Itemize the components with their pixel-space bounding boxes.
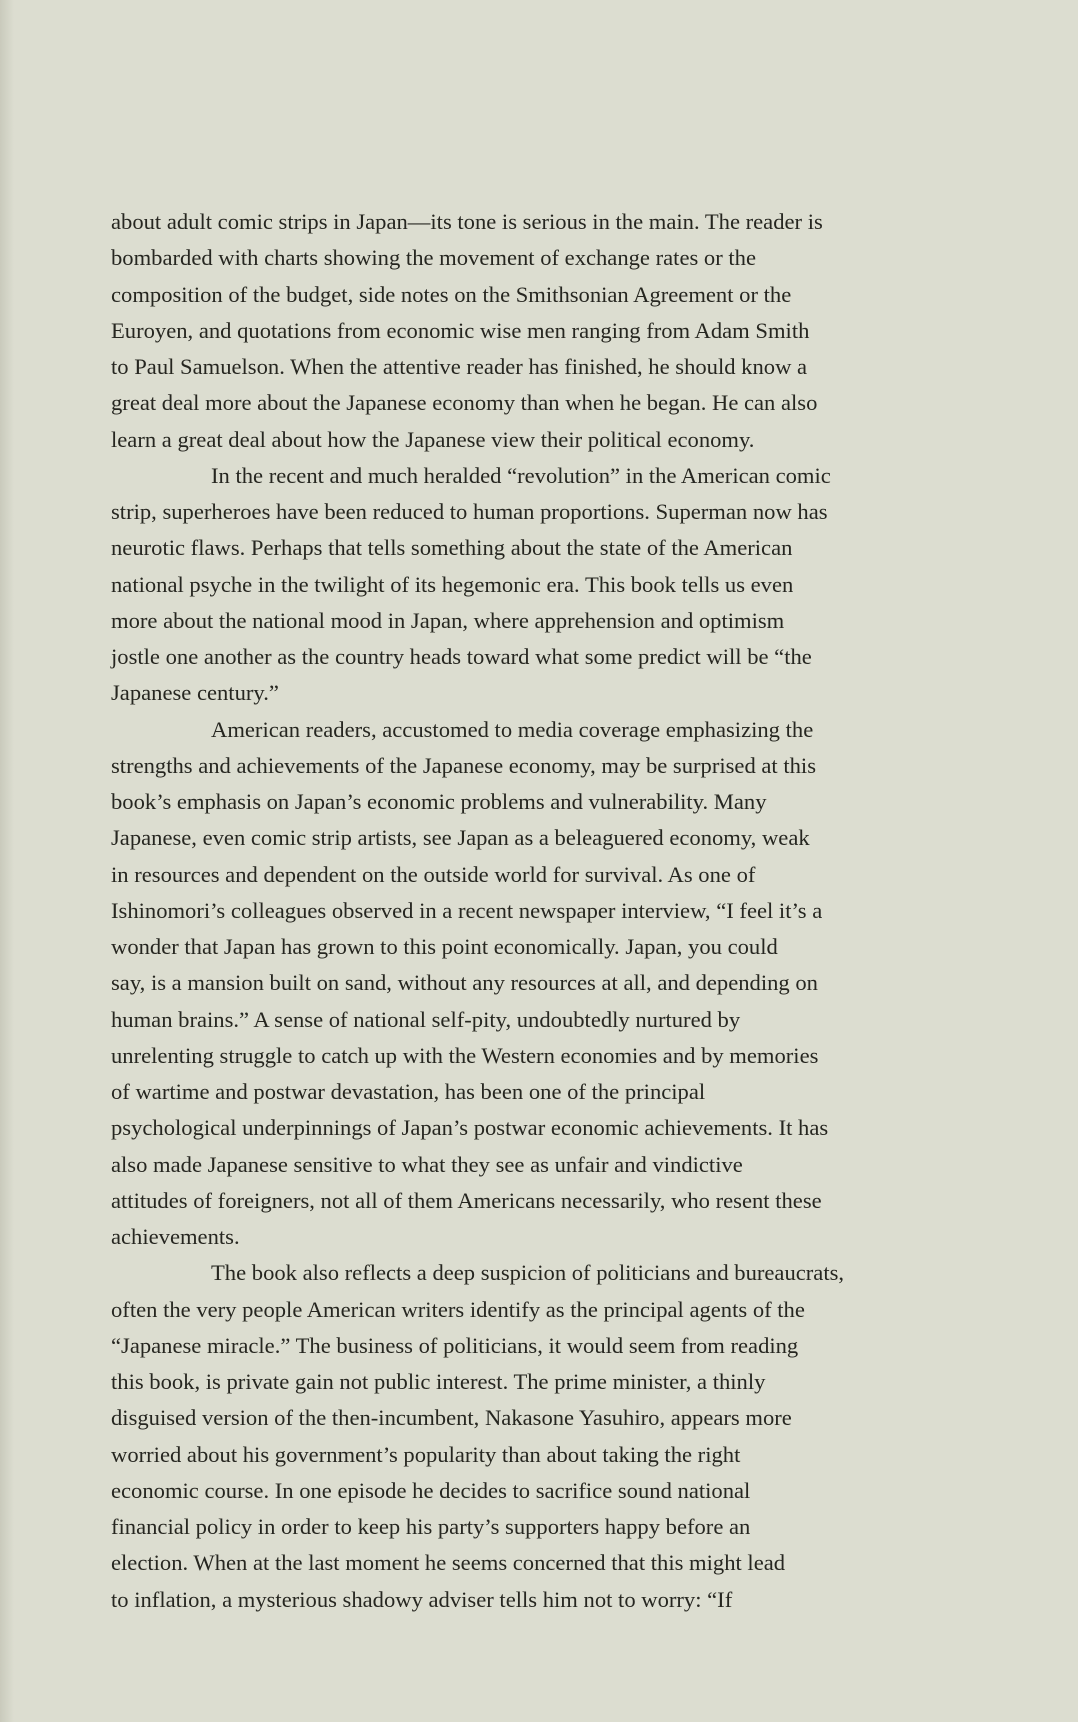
text-line: worried about his government’s popularity than about taking the right — [111, 1441, 741, 1467]
body-text — [111, 204, 981, 1618]
text-line: Euroyen, and quotations from economic wise men ranging from Adam Smith — [111, 317, 810, 343]
page-edge-shadow — [0, 0, 14, 1722]
text-line: Japanese century.” — [111, 680, 279, 706]
text-line: election. When at the last moment he seems concerned that this might lead — [111, 1550, 786, 1576]
text-line: more about the national mood in Japan, where apprehension and optimism — [111, 607, 785, 633]
text-line: neurotic flaws. Perhaps that tells something about the state of the American — [111, 535, 793, 561]
paragraph-2 — [111, 458, 981, 712]
text-line: unrelenting struggle to catch up with the Western economies and by memories — [111, 1042, 819, 1068]
paragraph-1 — [111, 204, 981, 458]
text-line: book’s emphasis on Japan’s economic problems and vulnerability. Many — [111, 789, 767, 814]
text-line: to inflation, a mysterious shadowy adviser tells him not to worry: “If — [111, 1586, 733, 1612]
text-line: say, is a mansion built on sand, without any resources at all, and depending on — [111, 970, 818, 996]
text-line: American readers, accustomed to media coverage emphasizing the — [211, 716, 814, 742]
text-line: financial policy in order to keep his party’s supporters happy before an — [111, 1514, 751, 1539]
text-line: Ishinomori’s colleagues observed in a recent newspaper interview, “I feel it’s a — [111, 897, 823, 923]
text-line: attitudes of foreigners, not all of them Americans necessarily, who resent these — [111, 1187, 822, 1213]
text-line: also made Japanese sensitive to what they see as unfair and vindictive — [111, 1151, 743, 1177]
text-line: this book, is private gain not public interest. The prime minister, a thinly — [111, 1369, 766, 1394]
text-line: bombarded with charts showing the movement of exchange rates or the — [111, 245, 756, 271]
text-line: composition of the budget, side notes on the Smithsonian Agreement or the — [111, 281, 792, 307]
text-line: psychological underpinnings of Japan’s postwar economic achievements. It has — [111, 1115, 829, 1141]
paragraph-4 — [111, 1255, 981, 1618]
text-line: strip, superheroes have been reduced to human proportions. Superman now has — [111, 499, 828, 524]
text-line: “Japanese miracle.” The business of politicians, it would seem from reading — [111, 1332, 799, 1358]
text-line: in resources and dependent on the outside world for survival. As one of — [111, 861, 756, 887]
text-line: economic course. In one episode he decides to sacrifice sound national — [111, 1477, 751, 1503]
text-line: great deal more about the Japanese economy than when he began. He can also — [111, 390, 818, 416]
paragraph-3 — [111, 712, 981, 1256]
text-line: The book also reflects a deep suspicion of politicians and bureaucrats, — [211, 1260, 845, 1286]
text-line: jostle one another as the country heads toward what some predict will be “the — [111, 644, 812, 669]
text-line: about adult comic strips in Japan—its tone is serious in the main. The reader is — [111, 209, 823, 234]
text-line: to Paul Samuelson. When the attentive reader has finished, he should know a — [111, 354, 808, 379]
text-line: human brains.” A sense of national self-pity, undoubtedly nurtured by — [111, 1006, 741, 1032]
text-line: wonder that Japan has grown to this point economically. Japan, you could — [111, 934, 778, 959]
text-line: Japanese, even comic strip artists, see Japan as a beleaguered economy, weak — [111, 825, 810, 851]
text-line: national psyche in the twilight of its hegemonic era. This book tells us even — [111, 571, 794, 597]
text-line: strengths and achievements of the Japanese economy, may be surprised at this — [111, 752, 817, 778]
text-line: In the recent and much heralded “revolution” in the American comic — [211, 462, 831, 488]
text-line: often the very people American writers identify as the principal agents of the — [111, 1296, 805, 1322]
text-line: disguised version of the then-incumbent, Nakasone Yasuhiro, appears more — [111, 1405, 792, 1431]
text-line: achievements. — [111, 1224, 240, 1249]
text-line: learn a great deal about how the Japanese view their political economy. — [111, 426, 755, 452]
text-line: of wartime and postwar devastation, has been one of the principal — [111, 1079, 706, 1104]
